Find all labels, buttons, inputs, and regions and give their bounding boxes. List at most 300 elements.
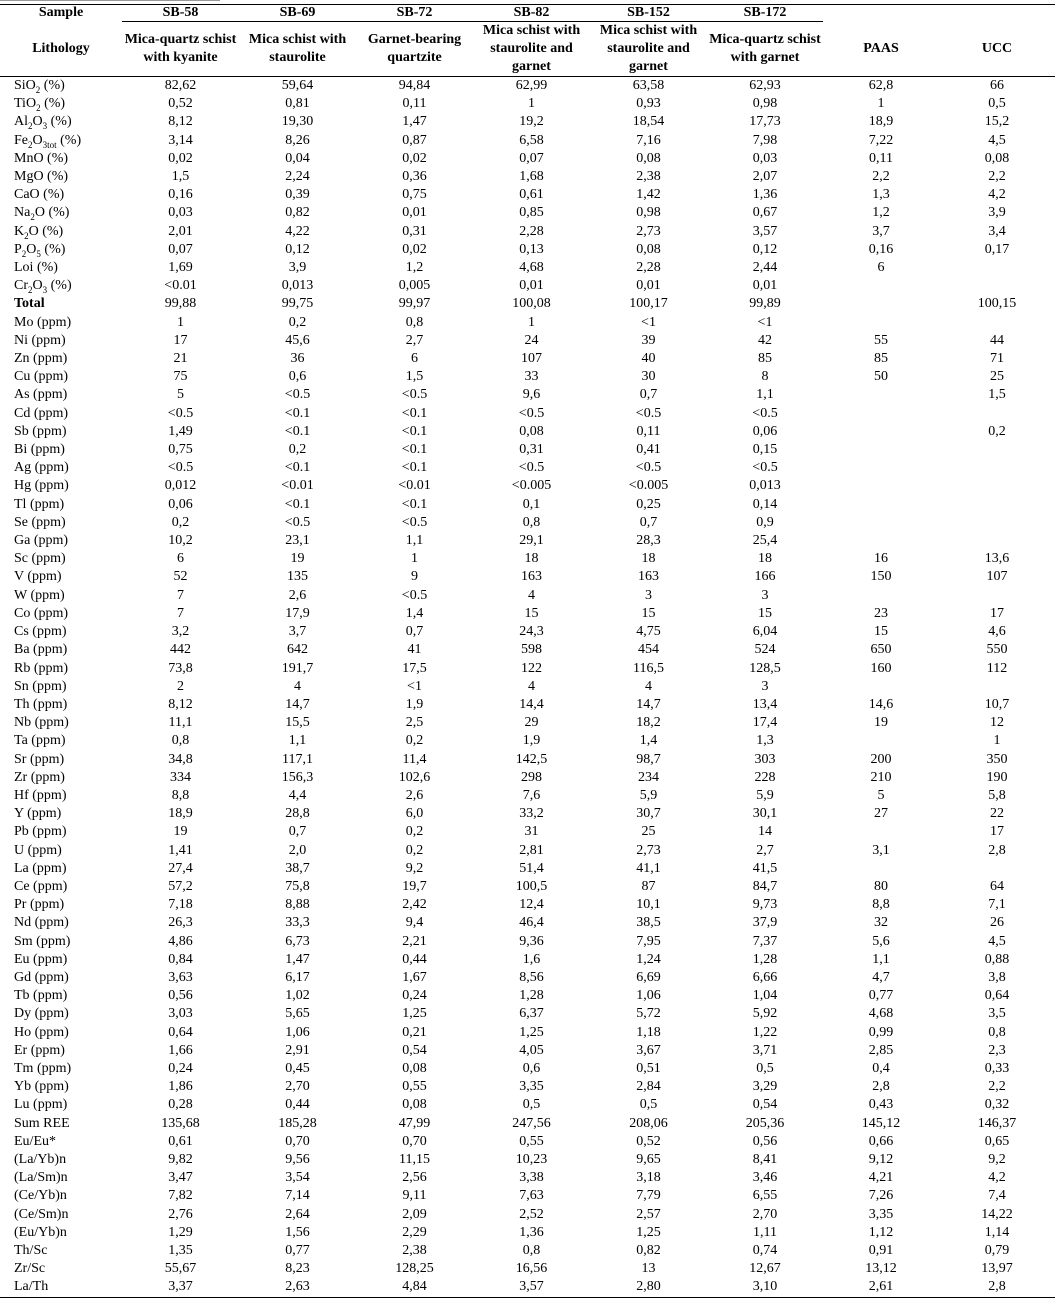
table-cell: 27 [874, 806, 888, 822]
table-cell: 2,0 [288, 842, 307, 858]
table-cell: 0,1 [522, 496, 541, 512]
table-cell: 1 [177, 314, 184, 330]
table-cell: 5 [177, 387, 184, 403]
table-cell: 2,07 [752, 169, 778, 185]
table-cell: 0,02 [168, 150, 193, 166]
table-cell: 1,25 [636, 1224, 661, 1240]
table-cell: 17,73 [749, 114, 781, 130]
table-cell: 0,85 [519, 205, 544, 221]
table-cell: 0,11 [636, 423, 661, 439]
table-cell: 0,32 [984, 1097, 1010, 1113]
table-cell: 0,87 [402, 132, 427, 148]
table-cell: 6,37 [519, 1006, 544, 1022]
table-cell: 84,7 [752, 878, 778, 894]
geochemistry-table [0, 4, 1055, 1298]
table-cell: 2,28 [636, 260, 661, 276]
table-cell: 18,9 [868, 114, 894, 130]
table-row [0, 1278, 1055, 1297]
table-cell: <0.1 [401, 423, 428, 439]
row-label: V (ppm) [14, 569, 62, 585]
table-cell: 6 [877, 260, 885, 276]
table-cell: 5,8 [988, 787, 1006, 803]
table-row [0, 969, 1055, 987]
table-cell: 1,47 [402, 114, 427, 130]
table-cell: 1,4 [405, 605, 424, 621]
table-cell: 1,1 [288, 733, 307, 749]
table-cell: 2,61 [823, 1278, 939, 1297]
row-label: Rb (ppm) [14, 660, 69, 676]
table-cell: 1 [528, 96, 535, 112]
table-cell: 102,6 [398, 769, 431, 785]
table-cell: 0,012 [164, 478, 197, 494]
table-cell: 9,4 [405, 915, 424, 931]
table-cell [939, 314, 1055, 332]
table-cell: <0.01 [164, 278, 197, 294]
table-cell [823, 732, 939, 750]
table-cell: 0,41 [636, 442, 661, 458]
table-cell: 71 [990, 351, 1004, 367]
table-cell: 2,2 [872, 169, 890, 185]
table-row [0, 1187, 1055, 1205]
table-cell: 7 [177, 605, 184, 621]
table-cell: 14,6 [868, 696, 894, 712]
table-cell: 100,08 [512, 296, 551, 312]
table-cell: 26,3 [168, 915, 193, 931]
table-cell: 5 [877, 787, 885, 803]
table-cell: <0.5 [635, 405, 662, 421]
table-cell: 2,70 [752, 1206, 778, 1222]
table-cell: 19 [173, 824, 188, 840]
table-cell: 0,01 [636, 278, 661, 294]
table-row [0, 186, 1055, 204]
table-cell: 4,7 [872, 969, 890, 985]
table-cell: 350 [986, 751, 1008, 767]
table-cell: 1,04 [752, 988, 778, 1004]
table-cell: 75,8 [285, 878, 310, 894]
table-cell: <0.01 [398, 478, 431, 494]
table-cell: 17,5 [402, 660, 427, 676]
table-cell: <0.1 [284, 496, 311, 512]
table-cell: 33 [524, 369, 539, 385]
table-cell: 0,70 [285, 1133, 310, 1149]
table-cell: 0,01 [519, 278, 544, 294]
table-cell: 0,013 [749, 478, 781, 494]
table-cell: <0.1 [284, 460, 311, 476]
table-row [0, 168, 1055, 186]
table-cell: 4 [528, 587, 535, 603]
table-cell [939, 277, 1055, 295]
header-lithology: Mica-quartz schist with kyanite [122, 22, 239, 77]
table-cell: 0,04 [285, 150, 310, 166]
table-row [0, 1133, 1055, 1151]
table-cell [823, 496, 939, 514]
table-cell: 0,52 [168, 96, 193, 112]
table-cell: 0,91 [868, 1243, 894, 1258]
table-row [0, 259, 1055, 277]
table-cell: 41,5 [752, 860, 778, 876]
table-cell: 59,64 [281, 78, 314, 93]
table-cell: 0,13 [519, 241, 544, 257]
table-cell: 2,44 [752, 260, 778, 276]
table-cell [939, 477, 1055, 495]
table-cell: 6 [177, 551, 184, 567]
table-row [0, 842, 1055, 860]
row-label: Cs (ppm) [14, 624, 67, 640]
header-ucc: UCC [939, 22, 1055, 77]
table-cell: 30,7 [636, 806, 661, 822]
table-cell: <0.1 [401, 442, 428, 458]
table-cell: 210 [870, 769, 892, 785]
table-cell: 185,28 [278, 1115, 317, 1131]
table-cell: 191,7 [281, 660, 314, 676]
table-cell: 87 [641, 878, 656, 894]
table-row [0, 987, 1055, 1005]
table-cell: 18 [641, 551, 656, 567]
table-cell: 2,42 [402, 897, 427, 913]
header-lithology: Mica schist with staurolite and garnet [473, 22, 590, 77]
table-cell: 0,43 [868, 1097, 894, 1113]
table-cell: <0.01 [281, 478, 314, 494]
table-row [0, 132, 1055, 150]
table-cell: 100,17 [629, 296, 668, 312]
table-cell: 28,8 [285, 806, 310, 822]
table-cell: 0,54 [752, 1097, 778, 1113]
table-cell: <0.5 [518, 460, 545, 476]
table-cell: 135 [287, 569, 308, 585]
table-cell: 442 [170, 642, 191, 658]
header-lithology-label: Lithology [0, 22, 122, 77]
table-cell [823, 423, 939, 441]
table-cell: 0,81 [285, 96, 310, 112]
table-cell: 2,73 [636, 842, 661, 858]
row-label: Co (ppm) [14, 605, 69, 621]
table-cell: 98,7 [636, 751, 661, 767]
table-cell: 7,82 [168, 1188, 193, 1204]
table-cell: 0,61 [519, 187, 544, 203]
table-cell: 8,41 [752, 1151, 778, 1167]
table-cell: 3,38 [519, 1170, 544, 1186]
table-cell: 2,7 [405, 332, 424, 348]
table-cell: 1,5 [988, 387, 1006, 403]
table-cell: 1,6 [522, 951, 541, 967]
row-label: Ag (ppm) [14, 460, 69, 476]
table-cell: 0,6 [522, 1060, 541, 1076]
table-cell: 12,4 [519, 897, 544, 913]
table-cell: 2,64 [285, 1206, 310, 1222]
table-cell: 38,7 [285, 860, 310, 876]
table-cell: 0,36 [402, 169, 427, 185]
table-cell: 0,28 [168, 1097, 193, 1113]
table-cell: 0,75 [168, 442, 193, 458]
row-label: Pb (ppm) [14, 824, 67, 840]
table-cell: 4,05 [519, 1042, 544, 1058]
table-cell: 0,55 [519, 1133, 544, 1149]
row-label: Ni (ppm) [14, 332, 66, 348]
table-cell: 3,35 [519, 1079, 544, 1095]
table-cell: <0.5 [401, 587, 428, 603]
table-cell: 7,79 [636, 1188, 661, 1204]
table-cell: 1,56 [285, 1224, 310, 1240]
row-label: Sm (ppm) [14, 933, 71, 949]
table-cell: 0,93 [636, 96, 661, 112]
table-cell: 0,8 [522, 1243, 541, 1258]
table-cell: 116,5 [633, 660, 664, 676]
table-cell: 0,64 [168, 1024, 193, 1040]
table-cell: 298 [521, 769, 542, 785]
table-cell: 26 [990, 915, 1004, 931]
row-label: MnO (%) [14, 150, 69, 166]
row-label: Lu (ppm) [14, 1097, 68, 1113]
caption-cutoff [0, 0, 220, 3]
table-cell: 7,18 [168, 897, 193, 913]
table-cell: 4,68 [868, 1006, 894, 1022]
row-label: Ga (ppm) [14, 533, 69, 549]
table-row [0, 223, 1055, 241]
row-label: Nb (ppm) [14, 715, 69, 731]
table-cell: 13,97 [981, 1261, 1013, 1277]
table-cell: 38,5 [636, 915, 661, 931]
table-row [0, 933, 1055, 951]
table-cell: 7,4 [988, 1188, 1006, 1204]
table-cell: 0,06 [168, 496, 193, 512]
table-cell: 3,37 [122, 1278, 239, 1297]
table-cell: 66 [990, 78, 1004, 93]
table-cell: 55 [874, 332, 888, 348]
table-cell: 6,69 [636, 969, 661, 985]
row-label: Mo (ppm) [14, 314, 72, 330]
table-row [0, 368, 1055, 386]
table-cell: 0,07 [168, 241, 193, 257]
table-cell: 1 [877, 96, 885, 112]
table-row [0, 1206, 1055, 1224]
table-cell: 22 [990, 806, 1004, 822]
table-cell: 128,5 [749, 660, 781, 676]
row-label: Total [14, 296, 45, 312]
table-cell: 0,64 [984, 988, 1010, 1004]
table-cell: 23 [874, 605, 888, 621]
table-cell: 0,12 [285, 241, 310, 257]
table-cell: 247,56 [512, 1115, 551, 1131]
table-cell: 0,77 [285, 1243, 310, 1258]
table-cell: 0,013 [281, 278, 314, 294]
table-cell: 0,12 [752, 241, 778, 257]
table-cell: 1,25 [402, 1006, 427, 1022]
header-sample-id: SB-69 [239, 5, 356, 22]
table-cell: 5,9 [639, 787, 658, 803]
table-cell: 0,8 [988, 1024, 1006, 1040]
table-cell: 3,9 [988, 205, 1006, 221]
table-cell: 160 [870, 660, 892, 676]
table-cell: 47,99 [398, 1115, 431, 1131]
table-body [0, 77, 1055, 1298]
table-cell: 94,84 [398, 78, 431, 93]
table-cell: 13,12 [865, 1261, 897, 1277]
row-label: (Ce/Sm)n [14, 1206, 69, 1222]
table-cell: 2,2 [988, 169, 1006, 185]
table-cell: <0.1 [284, 405, 311, 421]
table-cell: 0,61 [168, 1133, 193, 1149]
table-cell: 107 [521, 351, 542, 367]
row-label: Ho (ppm) [14, 1024, 69, 1040]
table-cell: 85 [874, 351, 888, 367]
row-label: $Na_2O$ (%) [14, 205, 70, 223]
row-label: Zr/Sc [14, 1261, 46, 1277]
table-cell: 1,24 [636, 951, 661, 967]
table-cell: 524 [754, 642, 776, 658]
table-cell: 0,82 [285, 205, 310, 221]
table-cell: 6,58 [519, 132, 544, 148]
table-row [0, 678, 1055, 696]
table-cell [939, 441, 1055, 459]
table-cell: 0,03 [168, 205, 193, 221]
row-label: La (ppm) [14, 860, 67, 876]
table-cell: 5,6 [872, 933, 890, 949]
table-cell: 1,4 [639, 733, 658, 749]
table-cell: 11,15 [399, 1151, 430, 1167]
table-cell [939, 532, 1055, 550]
table-cell: 62,93 [749, 78, 781, 93]
table-cell: 99,97 [398, 296, 431, 312]
table-cell: 15,5 [285, 715, 310, 731]
table-cell: 0,16 [868, 241, 894, 257]
row-label: W (ppm) [14, 587, 65, 603]
table-cell: 99,89 [749, 296, 781, 312]
table-cell: 1,1 [756, 387, 774, 403]
table-cell: 1,29 [168, 1224, 193, 1240]
table-cell: 0,56 [168, 988, 193, 1004]
table-row [0, 386, 1055, 404]
row-label: Tl (ppm) [14, 496, 65, 512]
table-cell: 0,08 [984, 150, 1010, 166]
table-row [0, 350, 1055, 368]
table-cell: 80 [874, 878, 888, 894]
table-cell: 208,06 [629, 1115, 668, 1131]
table-cell: 0,45 [285, 1060, 310, 1076]
table-cell [823, 587, 939, 605]
table-cell: 19,30 [281, 114, 314, 130]
table-cell: 1,35 [168, 1243, 193, 1258]
table-cell: 7,63 [519, 1188, 544, 1204]
table-cell: 17,9 [285, 605, 310, 621]
table-cell [823, 860, 939, 878]
table-cell: 146,37 [977, 1115, 1017, 1131]
table-cell: <0.1 [401, 460, 428, 476]
table-cell: 1,3 [872, 187, 890, 203]
table-cell: 19,2 [519, 114, 544, 130]
table-cell: 1,02 [285, 988, 310, 1004]
table-row [0, 860, 1055, 878]
row-label: Tb (ppm) [14, 988, 68, 1004]
table-cell: 11,1 [168, 715, 193, 731]
table-cell: 14,7 [285, 696, 310, 712]
table-cell: 15 [641, 605, 656, 621]
table-cell: 10,7 [984, 696, 1010, 712]
table-cell: 62,8 [868, 78, 894, 93]
table-cell: 45,6 [285, 332, 310, 348]
table-cell [823, 678, 939, 696]
table-cell: 6,73 [285, 933, 310, 949]
table-cell: <0.1 [401, 496, 428, 512]
table-cell: 13,4 [752, 696, 778, 712]
row-label: (La/Sm)n [14, 1170, 68, 1186]
table-cell: 7,95 [636, 933, 661, 949]
table-cell: 21 [173, 351, 188, 367]
row-label: La/Th [0, 1278, 122, 1297]
table-cell: 0,21 [402, 1024, 427, 1040]
table-cell: 3,35 [868, 1206, 894, 1222]
table-cell: 62,99 [515, 78, 548, 93]
table-cell [823, 823, 939, 841]
table-cell: 3,1 [872, 842, 890, 858]
table-cell: 9,65 [636, 1151, 661, 1167]
table-cell: 85 [758, 351, 772, 367]
table-row [0, 660, 1055, 678]
table-cell: 6 [411, 351, 418, 367]
row-label: Zr (ppm) [14, 769, 65, 785]
table-cell: 4,21 [868, 1170, 894, 1186]
table-row [0, 496, 1055, 514]
table-cell: 19,7 [402, 878, 427, 894]
table-cell: 8 [761, 369, 769, 385]
table-cell: 4,2 [988, 187, 1006, 203]
table-cell: 2,28 [519, 223, 544, 239]
table-cell: 3,57 [473, 1278, 590, 1297]
table-row [0, 1078, 1055, 1096]
row-label: CaO (%) [14, 187, 65, 203]
table-cell: 14,7 [636, 696, 661, 712]
table-cell: 0,7 [405, 624, 424, 640]
table-cell: 8,12 [168, 696, 193, 712]
table-row [0, 150, 1055, 168]
table-cell: 8,8 [872, 897, 890, 913]
table-cell: 9,6 [522, 387, 541, 403]
table-cell: 3 [645, 587, 652, 603]
table-cell: 150 [870, 569, 892, 585]
row-label: (La/Yb)n [14, 1151, 67, 1167]
table-cell: 0,2 [288, 442, 307, 458]
table-cell: 0,98 [636, 205, 661, 221]
row-label: Eu (ppm) [14, 951, 68, 967]
table-cell: 4,4 [288, 787, 307, 803]
header-sample-id: SB-58 [122, 5, 239, 22]
table-cell: 2,3 [988, 1042, 1006, 1058]
table-row [0, 332, 1055, 350]
table-cell: 16,56 [515, 1261, 548, 1277]
row-label: Hg (ppm) [14, 478, 69, 494]
table-cell: 0,14 [752, 496, 778, 512]
header-sample-id: SB-172 [707, 5, 823, 22]
header-lithology: Mica-quartz schist with garnet [707, 22, 823, 77]
table-cell: 122 [521, 660, 542, 676]
table-row [0, 241, 1055, 259]
table-cell: 598 [521, 642, 542, 658]
table-cell: 1,12 [868, 1224, 894, 1240]
row-label: Cd (ppm) [14, 405, 69, 421]
header-lithology: Garnet-bearing quartzite [356, 22, 473, 77]
table-cell: 0,65 [984, 1133, 1010, 1149]
table-cell: 19 [874, 715, 888, 731]
table-cell: 3,29 [752, 1079, 778, 1095]
table-cell: 3,9 [288, 260, 307, 276]
table-cell: 5,92 [752, 1006, 778, 1022]
table-cell: 0,8 [522, 514, 541, 530]
table-cell: 0,06 [752, 423, 778, 439]
table-cell: 51,4 [519, 860, 544, 876]
row-label: Bi (ppm) [14, 442, 65, 458]
table-cell: 0,51 [636, 1060, 661, 1076]
table-cell: 7 [177, 587, 184, 603]
table-cell: 17 [990, 605, 1004, 621]
